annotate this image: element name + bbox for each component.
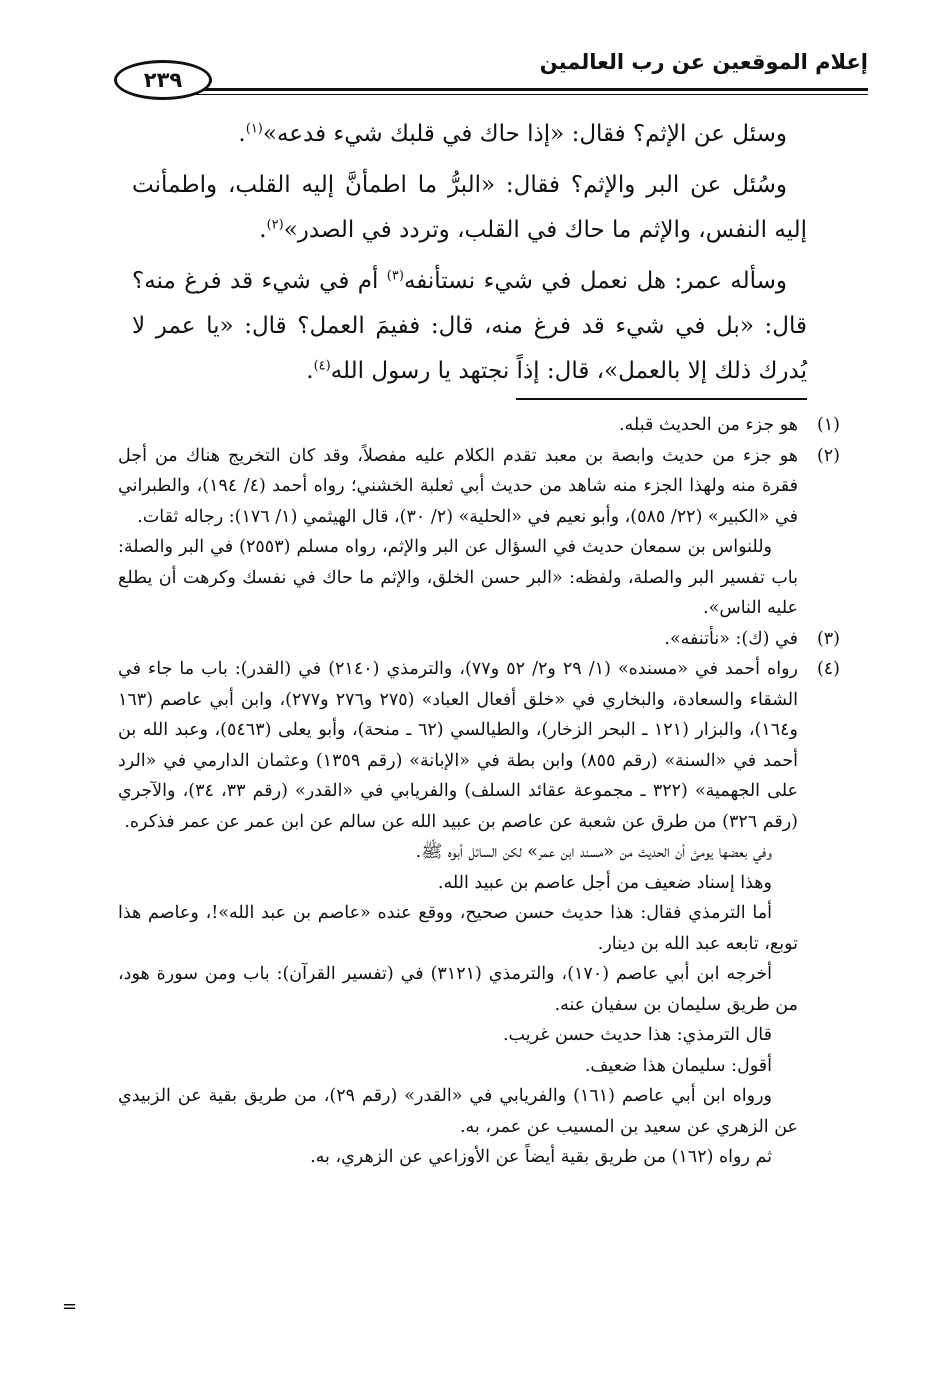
- footnote-text: وفي بعضها يومئ أن الحديث من «مسند ابن عمر» لكن السائل أبوه ﷺ.: [415, 842, 772, 862]
- footnote-3: [118, 624, 840, 655]
- main-text: [132, 112, 807, 400]
- book-title: إعلام الموقعين عن رب العالمين: [539, 50, 868, 74]
- page-number: ٢٣٩: [114, 60, 212, 100]
- footnote-text: في (ك): «نأتنفه».: [664, 628, 798, 649]
- footnote-text: ورواه ابن أبي عاصم (١٦١) والفريابي في «القدر» (رقم ٢٩)، من طريق بقية عن الزبيدي عن الزهري عن سعيد بن المسيب عن عمر، به.: [118, 1086, 798, 1137]
- footnote-4: [118, 654, 840, 837]
- footnote-number: (٤): [816, 659, 840, 679]
- footnote-separator: [516, 398, 807, 400]
- footnote-2: [118, 441, 840, 624]
- footnote-1: [118, 410, 840, 441]
- footnote-text: هو جزء من حديث وابصة بن معبد تقدم الكلام عليه مفصلاً، وقد كان التخريج هناك من أجل فقرة منه ولهذا الجزء منه شاهد من حديث أبي ثعلبة الخشني؛ رواه أحمد (٤/ ١٩٤)، والطبراني في «الكبير» (٢٢/ ٥٨٥)، وأبو نعيم في «الحلية» (٢/ ٣٠)، قال الهيثمي (١/ ١٧٦): رجاله ثقات.: [118, 445, 798, 527]
- footnote-text: هو جزء من الحديث قبله.: [618, 415, 798, 435]
- header-rule: [188, 88, 868, 91]
- main-paragraph: وسأله عمر: هل نعمل في شيء نستأنفه$^{(٣)}$ أم في شيء قد فرغ منه؟ قال: «بل في شيء قد فرغ منه، قال: ففيمَ العمل؟ قال: «يا عمر لا يُدرك ذلك إلا بالعمل»، قال: إذاً نجتهد يا رسول الله$^{(٤)}$.: [132, 268, 807, 384]
- footnote-text: ثم رواه (١٦٢) من طريق بقية أيضاً عن الأوزاعي عن الزهري، به.: [310, 1147, 772, 1167]
- footnote-text: وهذا إسناد ضعيف من أجل عاصم بن عبيد الله.: [437, 872, 772, 893]
- footnote-number: (١): [816, 415, 840, 435]
- continuation-mark: =: [62, 1296, 78, 1317]
- footnote-number: (٢): [816, 445, 840, 466]
- header-rule-thin: [188, 94, 868, 95]
- footnote-number: (٣): [816, 628, 840, 649]
- footnotes: [118, 410, 840, 1173]
- footnote-text: رواه أحمد في «مسنده» (١/ ٢٩ و٢/ ٥٢ و٧٧)، والترمذي (٢١٤٠) في (القدر): باب ما جاء في الشقاء والسعادة، والبخاري في «خلق أفعال العباد» (٢٧٥ و٢٧٦ و٢٧٧)، وابن أبي عاصم (١٦٣ و١٦٤)، والبزار (١٢١ ـ البحر الزخار)، والطيالسي (٦٢ ـ منحة)، وأبو يعلى (٥٤٦٣)، وعبد الله بن أحمد في «السنة» (رقم ٨٥٥) وابن بطة في «الإبانة» (رقم ١٣٥٩) وعثمان الدارمي في «الرد على الجهمية» (٣٢٢ ـ مجموعة عقائد السلف) والفريابي في «القدر» (رقم ٣٣، ٣٤)، والآجري (رقم ٣٢٦) من طرق عن شعبة عن عاصم بن عبيد الله عن سالم عن ابن عمر عن عمر فذكره.: [118, 659, 799, 832]
- footnote-text: وللنواس بن سمعان حديث في السؤال عن البر والإثم، رواه مسلم (٢٥٥٣) في البر والصلة: باب تفسير البر والصلة، ولفظه: «البر حسن الخلق، والإثم ما حاك في نفسك وكرهت أن يطلع عليه الناس».: [118, 537, 798, 618]
- footnote-ref: (٣): [386, 268, 404, 284]
- main-paragraph: وسُئل عن البر والإثم؟ فقال: «البرُّ ما اطمأنَّ إليه القلب، واطمأنت إليه النفس، والإثم ما حاك في القلب، وتردد في الصدر»$^{(٢)}$.: [132, 172, 807, 243]
- footnote-ref: (٢): [266, 217, 284, 233]
- footnote-text: قال الترمذي: هذا حديث حسن غريب.: [502, 1025, 772, 1045]
- footnote-text: أما الترمذي فقال: هذا حديث حسن صحيح، ووقع عنده «عاصم بن عبد الله»!، وعاصم هذا توبع، تابعه عبد الله بن دينار.: [118, 903, 798, 954]
- page-header: [98, 48, 868, 98]
- footnote-text: أقول: سليمان هذا ضعيف.: [584, 1055, 772, 1076]
- footnote-ref: (٤): [313, 358, 331, 374]
- main-paragraph: وسئل عن الإثم؟ فقال: «إذا حاك في قلبك شيء فدعه»$^{(١)}$.: [238, 121, 787, 147]
- footnote-ref: (١): [245, 121, 263, 137]
- footnote-text: أخرجه ابن أبي عاصم (١٧٠)، والترمذي (٣١٢١) في (تفسير القرآن): باب ومن سورة هود، من طريق سليمان بن سفيان عنه.: [118, 964, 798, 1015]
- footnote-4-continued: [118, 837, 840, 1173]
